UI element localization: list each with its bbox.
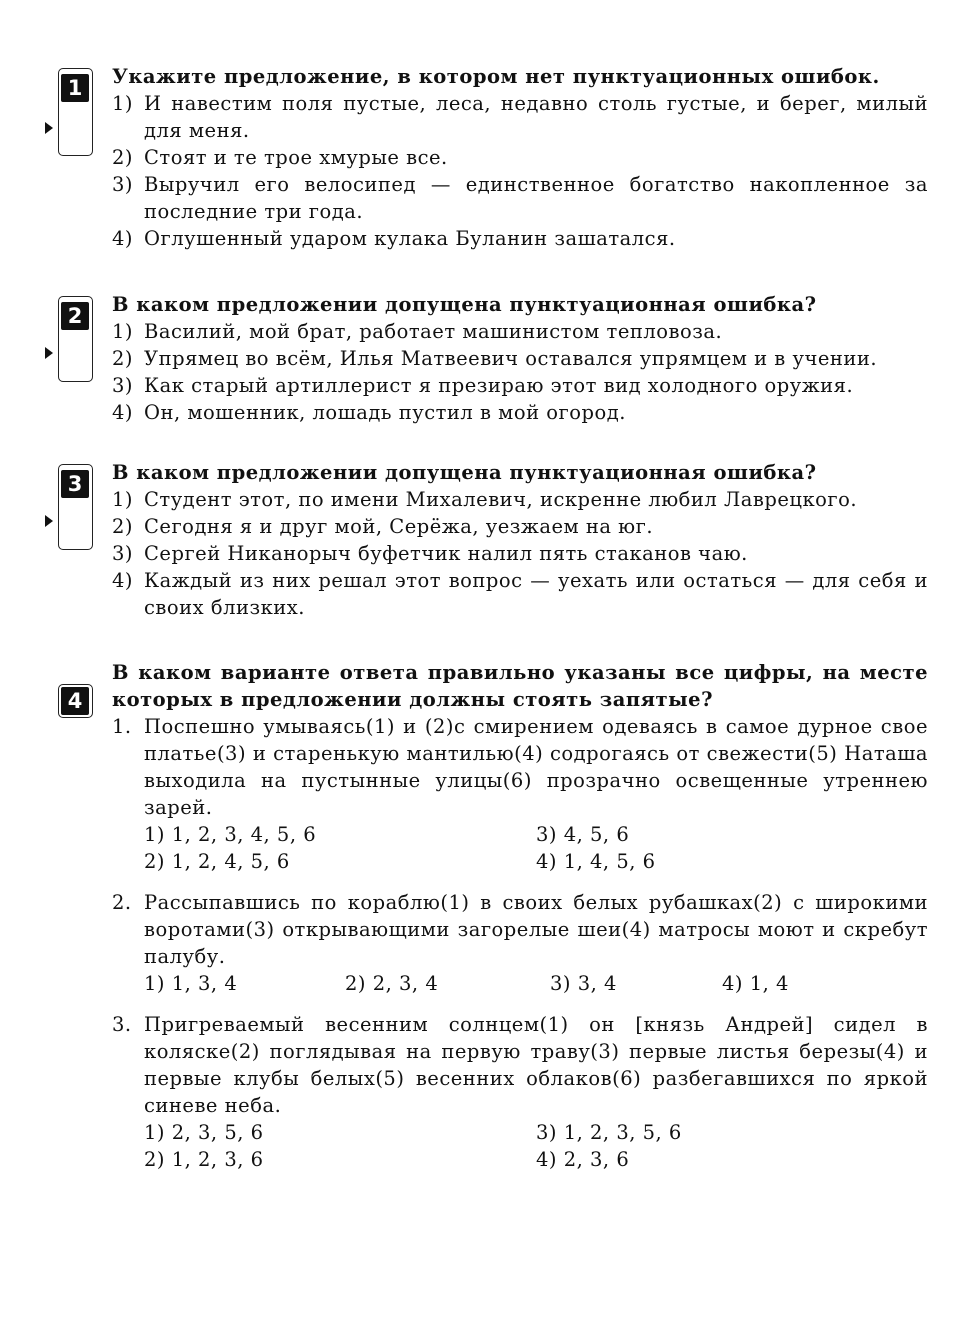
option-text: Сергей Никанорыч буфетчик налил пять стаканов чаю. (144, 542, 748, 565)
answer-option: 1) 1, 3, 4 (144, 972, 238, 995)
answer-option: 1) 1, 2, 3, 4, 5, 6 (144, 823, 317, 846)
sub-task-1 (112, 713, 928, 875)
option-text: Стоят и те трое хмурые все. (144, 146, 448, 169)
sub-task-text: Поспешно умываясь(1) и (2)с смирением одеваясь в самое дурное свое платье(3) и старенькую мантилью(4) содрогаясь от свежести(5) Наташа выходила на пустынные улицы(6) прозрачно освещенные утреннею зарей. (144, 715, 928, 819)
task-question: Укажите предложение, в котором нет пунктуационных ошибок. (112, 65, 880, 88)
option-1 (112, 486, 928, 513)
sub-task-3 (112, 1011, 928, 1173)
option-1 (112, 318, 928, 345)
option-number: 3) (112, 173, 134, 196)
answer-option: 3) 1, 2, 3, 5, 6 (536, 1121, 682, 1144)
option-text: И навестим поля пустые, леса, недавно столь густые, и берег, милый для меня. (144, 92, 928, 142)
option-2 (112, 345, 928, 372)
arrow-marker-icon (45, 122, 53, 134)
option-2 (112, 144, 928, 171)
sub-task-body (144, 713, 928, 875)
option-number: 4) (112, 401, 134, 424)
answer-option: 4) 1, 4 (722, 972, 789, 995)
answer-option: 2) 1, 2, 3, 6 (144, 1148, 264, 1171)
sub-task-text: Рассыпавшись по кораблю(1) в своих белых рубашках(2) с широкими воротами(3) открывающими загорелые шеи(4) матросы моют и скребут палубу. (144, 891, 928, 968)
answer-option: 2) 2, 3, 4 (345, 972, 439, 995)
option-2 (112, 513, 928, 540)
option-4 (112, 225, 928, 252)
option-text: Упрямец во всём, Илья Матвеевич оставался упрямцем и в учении. (144, 347, 878, 370)
option-text: Василий, мой брат, работает машинистом тепловоза. (144, 320, 723, 343)
sub-task-body (144, 1011, 928, 1173)
option-number: 4) (112, 569, 134, 592)
option-number: 4) (112, 227, 134, 250)
task-4 (112, 659, 928, 1173)
task-question: В каком варианте ответа правильно указаны все цифры, на месте которых в предложении должны стоять запятые? (112, 661, 928, 711)
answer-option: 3) 4, 5, 6 (536, 823, 630, 846)
sub-task-number: 2. (112, 891, 132, 914)
option-text: Оглушенный ударом кулака Буланин зашатался. (144, 227, 676, 250)
option-number: 1) (112, 92, 134, 115)
sub-task-2 (112, 889, 928, 997)
answer-option: 1) 2, 3, 5, 6 (144, 1121, 264, 1144)
option-3 (112, 372, 928, 399)
answer-option: 4) 2, 3, 6 (536, 1148, 630, 1171)
task-number-badge: 2 (61, 302, 89, 330)
option-text: Выручил его велосипед — единственное богатство накопленное за последние три года. (144, 173, 928, 223)
option-number: 1) (112, 320, 134, 343)
sub-task-body (144, 889, 928, 997)
option-text: Сегодня я и друг мой, Серёжа, уезжаем на юг. (144, 515, 654, 538)
option-4 (112, 567, 928, 621)
option-number: 2) (112, 515, 134, 538)
answer-option: 4) 1, 4, 5, 6 (536, 850, 656, 873)
sub-task-text: Пригреваемый весенним солнцем(1) он [князь Андрей] сидел в коляске(2) поглядывая на первую траву(3) первые листья березы(4) и первые клубы белых(5) весенних облаков(6) разбегавшихся по яркой синеве неба. (144, 1013, 928, 1117)
sub-task-number: 1. (112, 715, 132, 738)
task-question: В каком предложении допущена пунктуационная ошибка? (112, 461, 817, 484)
task-number-badge: 1 (61, 74, 89, 102)
option-3 (112, 540, 928, 567)
sub-task-number: 3. (112, 1013, 132, 1036)
task-1 (112, 63, 928, 252)
task-number-badge: 3 (61, 470, 89, 498)
answer-options (144, 821, 928, 875)
answer-option: 2) 1, 2, 4, 5, 6 (144, 850, 290, 873)
option-number: 3) (112, 374, 134, 397)
answer-option: 3) 3, 4 (550, 972, 617, 995)
option-text: Он, мошенник, лошадь пустил в мой огород. (144, 401, 626, 424)
option-number: 3) (112, 542, 134, 565)
option-number: 2) (112, 146, 134, 169)
task-2 (112, 291, 928, 426)
arrow-marker-icon (45, 515, 53, 527)
task-3 (112, 459, 928, 621)
option-1 (112, 90, 928, 144)
option-3 (112, 171, 928, 225)
option-text: Как старый артиллерист я презираю этот вид холодного оружия. (144, 374, 854, 397)
task-question: В каком предложении допущена пунктуационная ошибка? (112, 293, 817, 316)
answer-options (144, 970, 928, 997)
option-4 (112, 399, 928, 426)
option-text: Студент этот, по имени Михалевич, искренне любил Лаврецкого. (144, 488, 858, 511)
option-number: 1) (112, 488, 134, 511)
option-number: 2) (112, 347, 134, 370)
option-text: Каждый из них решал этот вопрос — уехать или остаться — для себя и своих близких. (144, 569, 928, 619)
task-number-badge: 4 (61, 687, 89, 715)
arrow-marker-icon (45, 347, 53, 359)
answer-options (144, 1119, 928, 1173)
